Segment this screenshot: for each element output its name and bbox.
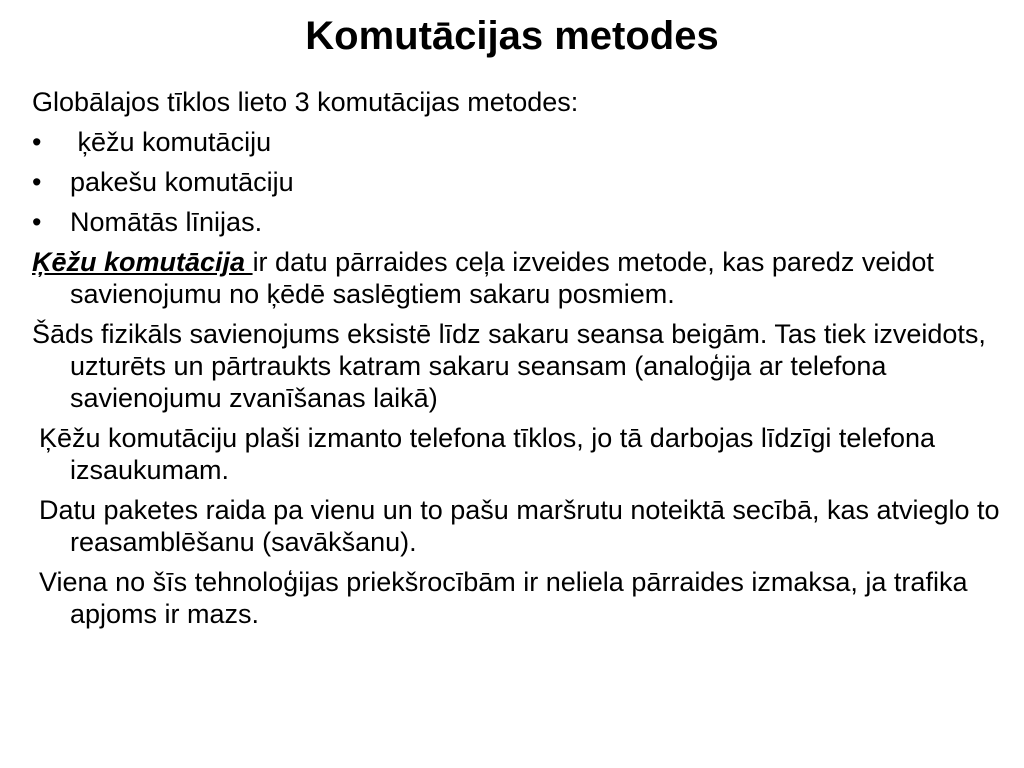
bullet-item-circuit (32, 126, 1022, 158)
bullet-item-packet (32, 166, 1022, 198)
definition-term: Ķēžu komutācija (32, 247, 253, 277)
bullet-item-leased (32, 206, 1022, 238)
bullet-label: Nomātās līnijas. (70, 207, 263, 237)
telephone-paragraph: Ķēžu komutāciju plaši izmanto telefona tīklos, jo tā darbojas līdzīgi telefona izsaukumam. (39, 423, 935, 485)
bullet-dot: • (32, 207, 42, 237)
bullet-label: ķēžu komutāciju (70, 127, 272, 157)
definition-paragraph (32, 246, 1022, 310)
slide-title: Komutācijas metodes (305, 14, 719, 58)
bullet-label: pakešu komutāciju (70, 167, 294, 197)
bullet-dot: • (32, 127, 42, 157)
packets-paragraph: Datu paketes raida pa vienu un to pašu maršrutu noteiktā secībā, kas atvieglo to reasamblēšanu (savākšanu). (39, 495, 1000, 557)
definition-text: ir datu pārraides ceļa izveides metode, kas paredz veidot savienojumu no ķēdē saslēgtiem sakaru posmiem. (70, 247, 934, 309)
advantage-paragraph: Viena no šīs tehnoloģijas priekšrocībām ir neliela pārraides izmaksa, ja trafika apjoms ir mazs. (39, 567, 968, 629)
bullet-dot: • (32, 167, 42, 197)
physical-connection-paragraph: Šāds fizikāls savienojums eksistē līdz sakaru seansa beigām. Tas tiek izveidots, uzturēts un pārtraukts katram sakaru seansam (analoģija ar telefona savienojumu zvanīšanas laikā) (32, 319, 986, 413)
intro-text: Globālajos tīklos lieto 3 komutācijas metodes: (32, 87, 579, 117)
slide-body (32, 86, 1022, 636)
